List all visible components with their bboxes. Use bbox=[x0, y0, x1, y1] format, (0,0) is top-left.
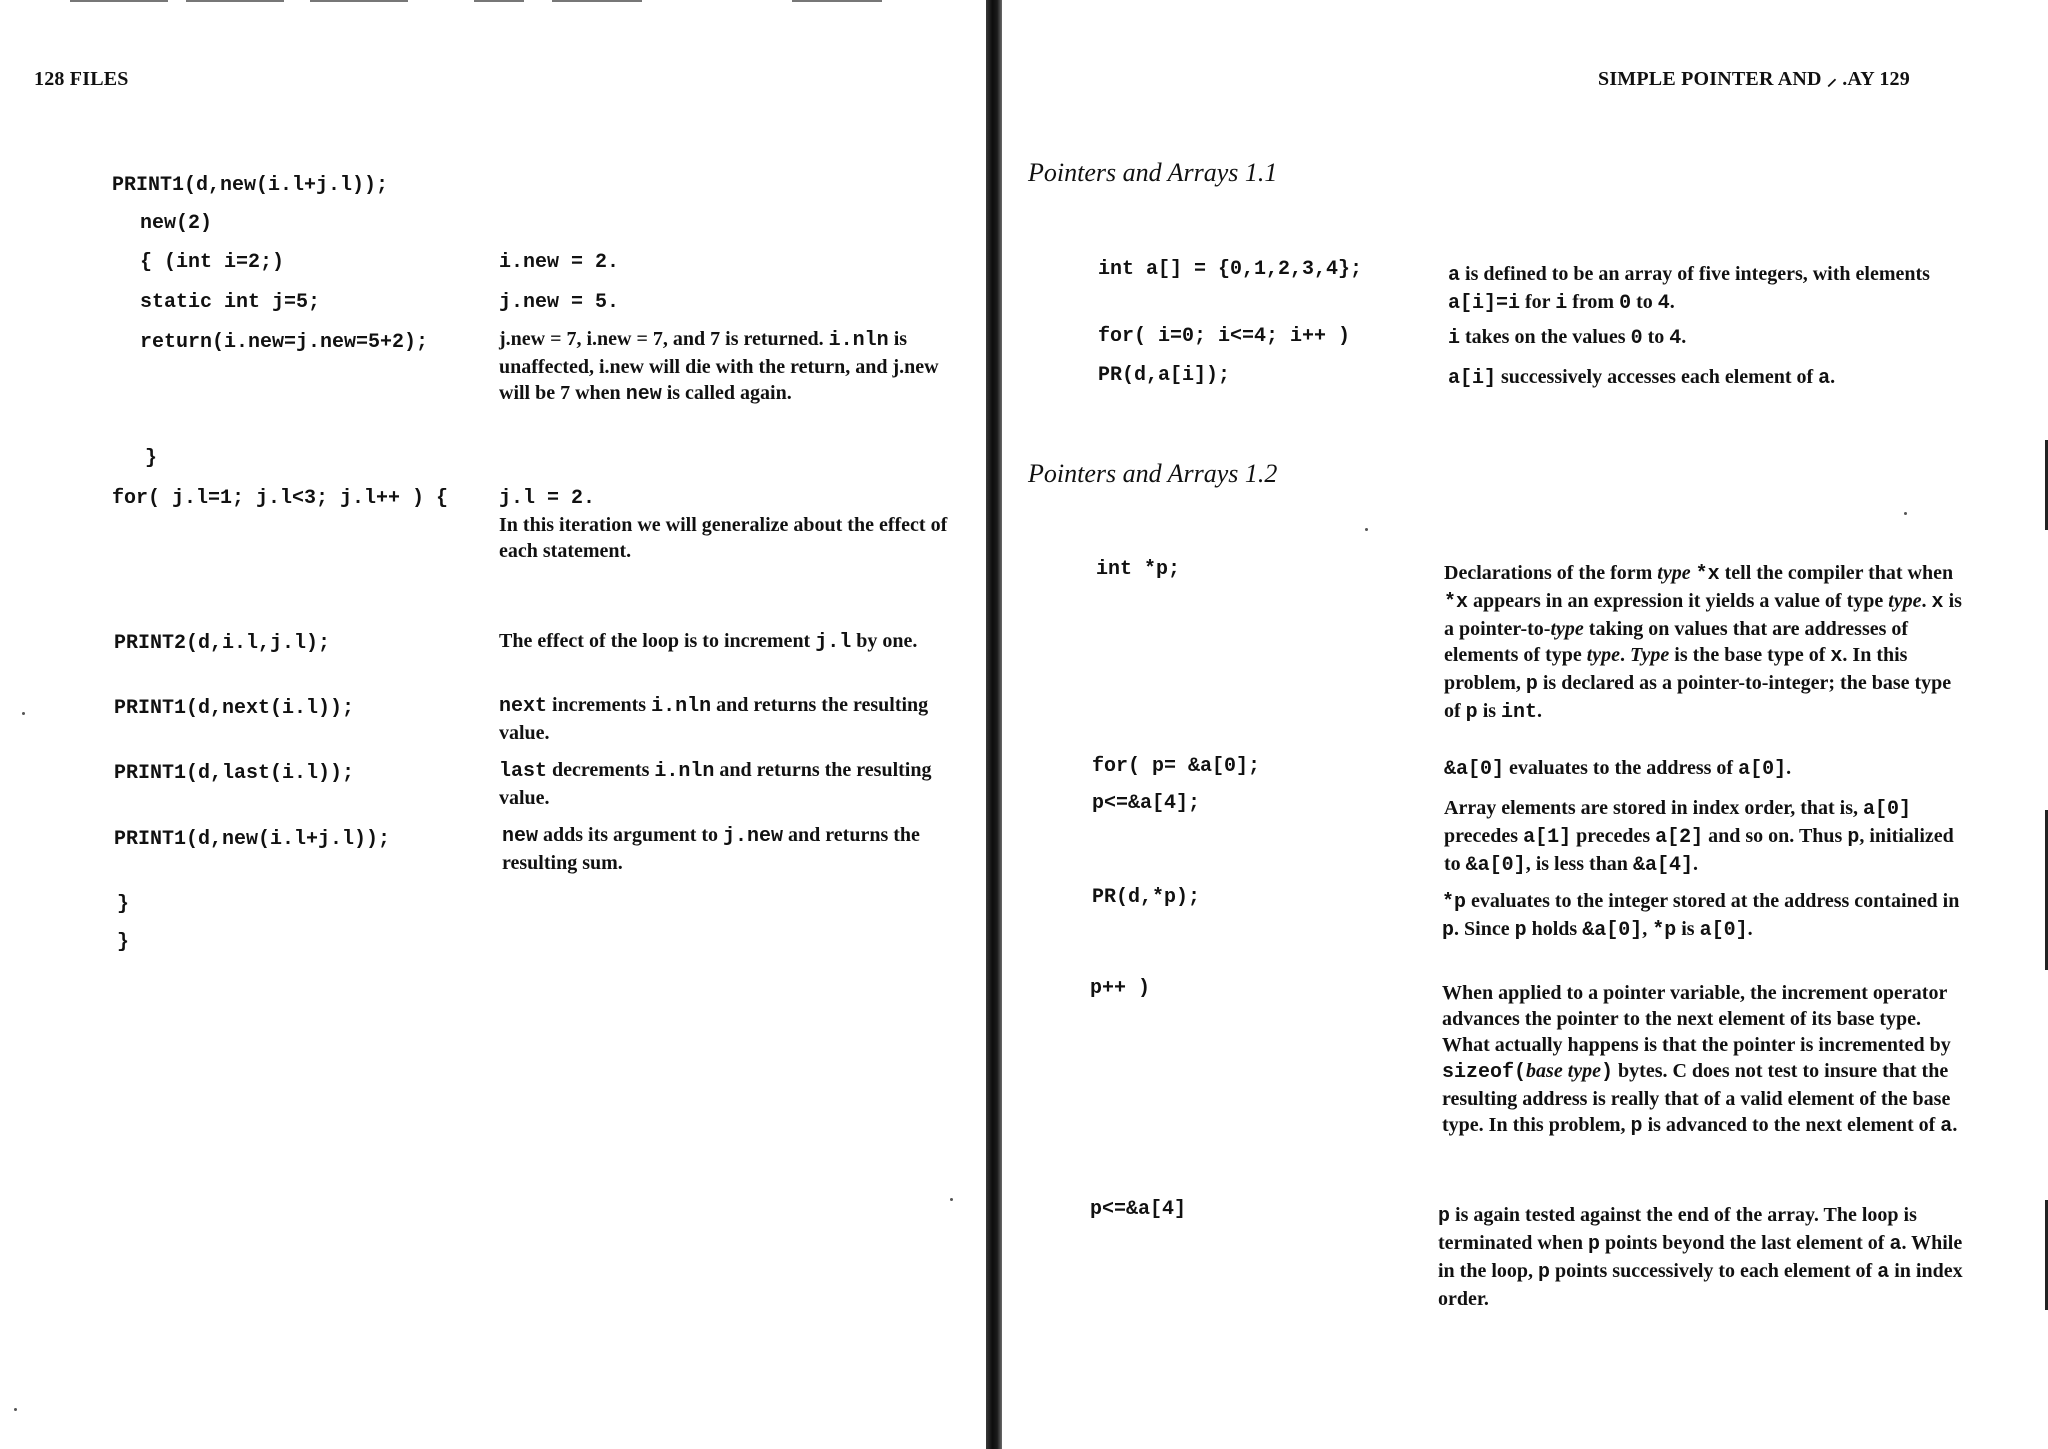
annotation: j.new = 7, i.new = 7, and 7 is returned. i.nln is unaffected, i.new will die with the return, and j.new will be 7 when new is called again. bbox=[499, 328, 939, 406]
annotation: p is again tested against the end of the array. The loop is terminated when p points beyond the last element of a. While in the loop, p points successively to each element of a in index order. bbox=[1438, 1204, 1963, 1310]
code-line: int *p; bbox=[1096, 558, 1181, 581]
annotation: new adds its argument to j.new and returns the resulting sum. bbox=[502, 824, 920, 874]
top-rule bbox=[792, 0, 882, 2]
annotation: a is defined to be an array of five integers, with elements a[i]=i for i from 0 to 4. bbox=[1448, 263, 1930, 315]
scan-speck bbox=[22, 712, 25, 715]
code-line: { (int i=2;) bbox=[140, 251, 285, 274]
code-line: for( p= &a[0]; bbox=[1092, 755, 1261, 778]
annotation: Declarations of the form type *x tell the compiler that when *x appears in an expression it yields a value of type type. x is a pointer-to-type taking on values that are addresses of elements of type type. Type is the base type of x. In this problem, p is declared as a pointer-to-integer; the base type of p is int. bbox=[1444, 562, 1962, 724]
annotation: i.new = 2. bbox=[499, 251, 620, 274]
annotation: Array elements are stored in index order, that is, a[0] precedes a[1] precedes a[2] and so on. Thus p, initialized to &a[0], is less than &a[4]. bbox=[1444, 797, 1954, 877]
annotation: When applied to a pointer variable, the increment operator advances the pointer to the next element of its base type. What actually happens is that the pointer is incremented by sizeof(base type) bytes. C does not test to insure that the resulting address is really that of a valid element of the base type. In this problem, p is advanced to the next element of a. bbox=[1442, 982, 1958, 1138]
scan-speck bbox=[14, 1408, 17, 1411]
code-line: PRINT2(d,i.l,j.l); bbox=[114, 632, 331, 655]
code-line: PRINT1(d,new(i.l+j.l)); bbox=[112, 174, 389, 197]
code-line: p<=&a[4]; bbox=[1092, 792, 1201, 815]
code-line: for( i=0; i<=4; i++ ) bbox=[1098, 325, 1351, 348]
scan-speck bbox=[1365, 528, 1368, 531]
code-line: } bbox=[117, 931, 130, 954]
code-line: PR(d,a[i]); bbox=[1098, 364, 1231, 387]
annotation: last decrements i.nln and returns the resulting value. bbox=[499, 759, 932, 809]
code-line: static int j=5; bbox=[140, 291, 321, 314]
top-rule bbox=[70, 0, 168, 2]
annotation: j.new = 5. bbox=[499, 291, 620, 314]
page-header: SIMPLE POINTER AND ⸝ .AY 129 bbox=[1598, 68, 1910, 90]
code-line: p<=&a[4] bbox=[1090, 1198, 1187, 1221]
annotation: &a[0] evaluates to the address of a[0]. bbox=[1444, 757, 1792, 781]
page-header: 128 FILES bbox=[34, 68, 129, 90]
top-rule bbox=[186, 0, 284, 2]
scan-speck bbox=[1904, 512, 1907, 515]
top-rule bbox=[310, 0, 408, 2]
code-line: PR(d,*p); bbox=[1092, 886, 1201, 909]
annotation: j.l = 2. In this iteration we will generalize about the effect of each statement. bbox=[499, 487, 948, 562]
left-page bbox=[0, 0, 985, 1449]
code-line: for( j.l=1; j.l<3; j.l++ ) { bbox=[112, 487, 449, 510]
code-line: return(i.new=j.new=5+2); bbox=[140, 331, 429, 354]
code-line: } bbox=[117, 893, 130, 916]
annotation: a[i] successively accesses each element of a. bbox=[1448, 366, 1836, 390]
section-title: Pointers and Arrays 1.1 bbox=[1028, 158, 1278, 187]
annotation: *p evaluates to the integer stored at the address contained in p. Since p holds &a[0], *p is a[0]. bbox=[1442, 890, 1960, 942]
right-page bbox=[1000, 0, 2048, 1449]
scan-speck bbox=[950, 1198, 953, 1201]
annotation: next increments i.nln and returns the resulting value. bbox=[499, 694, 929, 744]
code-line: } bbox=[145, 447, 158, 470]
annotation: i takes on the values 0 to 4. bbox=[1448, 326, 1687, 350]
code-line: PRINT1(d,next(i.l)); bbox=[114, 697, 355, 720]
top-rule bbox=[474, 0, 524, 2]
annotation: The effect of the loop is to increment j.l by one. bbox=[499, 630, 918, 654]
section-title: Pointers and Arrays 1.2 bbox=[1028, 459, 1278, 488]
code-line: int a[] = {0,1,2,3,4}; bbox=[1098, 258, 1363, 281]
code-line: PRINT1(d,new(i.l+j.l)); bbox=[114, 828, 391, 851]
top-rule bbox=[552, 0, 642, 2]
code-line: PRINT1(d,last(i.l)); bbox=[114, 762, 355, 785]
code-line: new(2) bbox=[140, 212, 213, 235]
code-line: p++ ) bbox=[1090, 977, 1151, 1000]
